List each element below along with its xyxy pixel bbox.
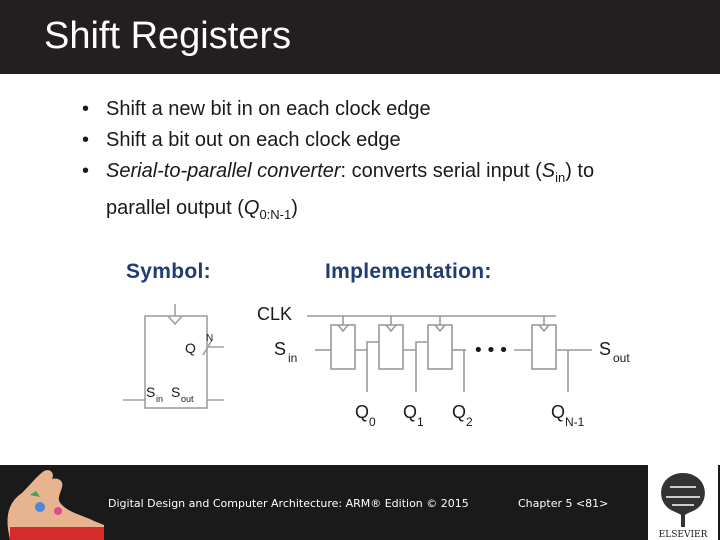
elsevier-tree-logo-icon [648, 465, 718, 540]
output-q2-subscript: 2 [466, 415, 473, 429]
symbol-heading: Symbol: [126, 260, 211, 283]
footer-chapter-page: Chapter 5 <81> [518, 497, 609, 510]
bullet-term: Serial-to-parallel converter [106, 160, 341, 182]
output-q1-subscript: 1 [417, 415, 424, 429]
serial-input-symbol: S [541, 160, 556, 182]
output-q2-label: Q [452, 402, 467, 422]
tattooed-arm-logo-icon [0, 465, 110, 540]
sin-subscript: in [288, 351, 298, 365]
bullet-text: : converts serial input ( [340, 160, 542, 182]
sout-subscript: out [613, 351, 630, 365]
slide-title: Shift Registers [44, 15, 292, 57]
implementation-wiring [307, 316, 592, 392]
output-qn1-label: Q [551, 402, 566, 422]
output-q1-label: Q [403, 402, 418, 422]
bullet-text: ) [291, 197, 298, 219]
clk-label: CLK [257, 304, 293, 324]
symbol-sin-subscript: in [156, 394, 164, 404]
parallel-output-subscript: 0:N-1 [259, 207, 292, 222]
output-qn1-subscript: N-1 [565, 415, 585, 429]
symbol-sout-subscript: out [181, 394, 194, 404]
publisher-name: ELSEVIER [658, 530, 708, 540]
symbol-q-label: Q [185, 340, 196, 356]
bullet-text: Shift a bit out on each clock edge [106, 129, 401, 151]
symbol-sin-label: S [146, 384, 156, 400]
bullet-marker: • [82, 98, 90, 120]
ellipsis: ••• [473, 340, 511, 361]
sout-label: S [599, 339, 612, 359]
sin-label: S [274, 339, 287, 359]
symbol-sout-label: S [171, 384, 181, 400]
bullet-marker: • [82, 160, 90, 182]
symbol-n-label: N [206, 333, 214, 344]
bullet-text: ) to [565, 160, 595, 182]
serial-input-subscript: in [555, 170, 566, 185]
bullet-text: Shift a new bit in on each clock edge [106, 98, 431, 120]
implementation-heading: Implementation: [325, 260, 492, 283]
parallel-output-symbol: Q [243, 197, 260, 219]
bullet-marker: • [82, 129, 90, 151]
output-q0-subscript: 0 [369, 415, 376, 429]
footer-book-title: Digital Design and Computer Architecture: ARM® Edition © 2015 [108, 497, 469, 510]
bullet-text: parallel output ( [106, 197, 244, 219]
output-q0-label: Q [355, 402, 370, 422]
